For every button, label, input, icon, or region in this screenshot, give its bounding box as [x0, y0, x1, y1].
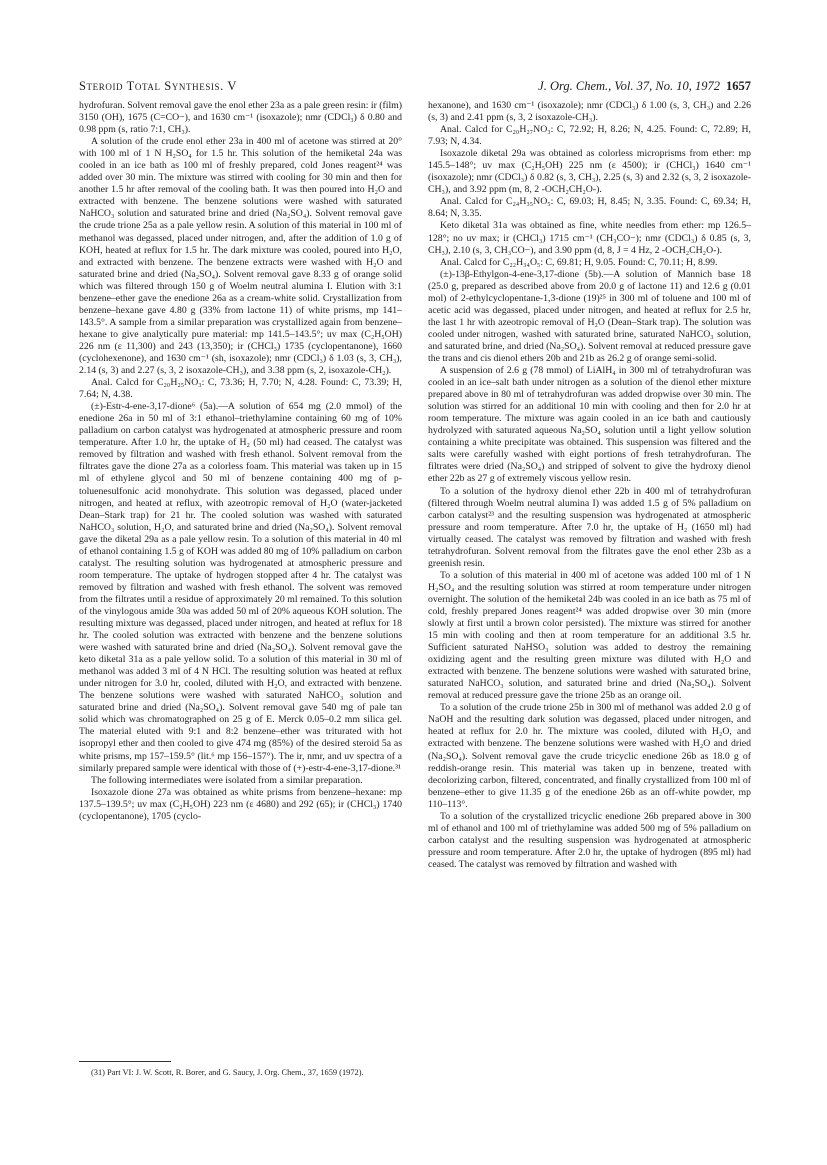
paragraph: Isoxazole diketal 29a was obtained as colorless microprisms from ether: mp 145.5–148°; uv max (C₂H₅OH) 225 nm (ε 4500); ir (CHCl₃) 1640 cm⁻¹ (isoxazole); nmr (CDCl₃) δ 0.82 (s, 3, CH₃), 2.25 (s, 3) and 2.32 (s, 3, 2 isoxazole-CH₃), and 3.92 ppm (m, 8, 2 -OCH₂CH₂O-).	[428, 148, 751, 196]
running-title: Steroid Total Synthesis. V	[79, 79, 237, 93]
analysis-paragraph: Anal. Calcd for C₂₀H₂₅NO₃: C, 73.36; H, 7.70; N, 4.28. Found: C, 73.39; H, 7.64; N, 4.38.	[79, 377, 402, 401]
paragraph: The following intermediates were isolated from a similar preparation.	[91, 774, 363, 786]
paragraph: A suspension of 2.6 g (78 mmol) of LiAlH₄ in 300 ml of tetrahydrofuran was cooled in an ice–salt bath under nitrogen as a solution of the dienol ether mixture prepared above in 80 ml of tetrahydrofuran was added dropwise over 30 min. The solution was stirred for an additional 10 min with cooling and then for 2.0 hr at room temperature. The mixture was again cooled in an ice bath and cautiously hydrolyzed with saturated aqueous Na₂SO₄ solution until a light yellow solution containing a white precipitate was obtained. This suspension was filtered and the salts were carefully washed with eight portions of fresh tetrahydrofuran. The filtrates were dried (Na₂SO₄) and stripped of solvent to give the hydroxy dienol ether 22b as 27 g of extremely viscous yellow resin.	[428, 365, 751, 485]
journal-citation	[538, 78, 751, 94]
left-column	[79, 100, 402, 823]
paragraph: To a solution of the crude trione 25b in 300 ml of methanol was added 2.0 g of NaOH and the resulting dark solution was degassed, placed under nitrogen, and heated at reflux for 2.0 hr. The mixture was cooled, diluted with H₂O, and extracted with benzene. The benzene solutions were washed with H₂O and dried (Na₂SO₄). Solvent removal gave the crude tricyclic enedione 26b as 18.0 g of reddish-orange resin. This material was taken up in benzene, treated with decolorizing carbon, filtered, concentrated, and finally crystallized from 100 ml of benzene–ether to give 11.35 g of the enedione 26b as an off-white powder, mp 110–113°.	[428, 702, 751, 810]
paragraph: To a solution of the crystallized tricyclic enedione 26b prepared above in 300 ml of ethanol and 100 ml of triethylamine was added 500 mg of 5% palladium on carbon catalyst and the resulting suspension was hydrogenated at atmospheric pressure and room temperature. After 2.0 hr, the uptake of hydrogen (895 ml) had ceased. The catalyst was removed by filtration and washed with	[428, 810, 751, 870]
footnote-text: (31) Part VI: J. W. Scott, R. Borer, and G. Saucy, J. Org. Chem., 37, 1659 (1972).	[91, 1068, 364, 1077]
paragraph: To a solution of this material in 400 ml of acetone was added 100 ml of 1 N H₂SO₄ and the resulting solution was stirred at room temperature under nitrogen overnight. The solution of the hemiketal 24b was cooled in an ice bath as 75 ml of cold, freshly prepared Jones reagent²⁴ was added dropwise over 30 min (more slowly at first until a brown color persisted). The mixture was stirred for another 15 min with cooling and then at room temperature for an additional 3.5 hr. Sufficient saturated NaHSO₃ solution was added to destroy the remaining oxidizing agent and the resulting green mixture was diluted with H₂O and extracted with benzene. The benzene solutions were washed with saturated brine, saturated NaHCO₃ solution, and saturated brine and dried (Na₂SO₄). Solvent removal at reduced pressure gave the trione 25b as an orange oil.	[428, 569, 751, 702]
procedure-paragraph: (±)-13β-Ethylgon-4-ene-3,17-dione (5b).—A solution of Mannich base 18 (25.0 g, prepared as described above from 20.0 g of lactone 11) and 12.6 g (0.01 mol) of 2-ethylcyclopentane-1,3-dione (19)²⁵ in 300 ml of toluene and 100 ml of acetic acid was degassed, placed under nitrogen, and heated at reflux for 2.5 hr, the last 1 hr with azeotropic removal of H₂O (Dean–Stark trap). The solution was cooled under nitrogen, washed with saturated brine, saturated NaHCO₃ solution, and saturated brine, and dried (Na₂SO₄). Solvent removal at reduced pressure gave the trans and cis dienol ethers 20b and 21b as 26.2 g of orange semi-solid.	[428, 268, 751, 364]
footnote-rule	[79, 1061, 171, 1062]
analysis-paragraph: Anal. Calcd for C₂₄H₃₅NO₅: C, 69.03; H, 8.45; N, 3.35. Found: C, 69.34; H, 8.64; N, 3.35.	[428, 196, 751, 220]
paragraph: To a solution of the hydroxy dienol ether 22b in 400 ml of tetrahydrofuran (filtered through Woelm neutral alumina I) was added 1.5 g of 5% palladium on carbon catalyst²³ and the resulting suspension was hydrogenated at atmospheric pressure and room temperature. After 7.0 hr, the uptake of H₂ (1650 ml) had virtually ceased. The catalyst was removed by filtration and washed with fresh tetrahydrofuran. Solvent removal from the filtrates gave the enol ether 23b as a greenish resin.	[428, 485, 751, 569]
paragraph: Keto diketal 31a was obtained as fine, white needles from ether: mp 126.5–128°; no uv max; ir (CHCl₃) 1715 cm⁻¹ (CH₃CO−); nmr (CDCl₃) δ 0.85 (s, 3, CH₃), 2.10 (s, 3, CH₃CO−), and 3.90 ppm (d, 8, J = 4 Hz, 2 -OCH₂CH₂O-).	[428, 220, 751, 256]
journal-name: J. Org. Chem., Vol. 37, No. 10, 1972	[538, 79, 720, 93]
analysis-paragraph: Anal. Calcd for C₂₀H₂₇NO₃: C, 72.92; H, 8.26; N, 4.25. Found: C, 72.89; H, 7.93; N, 4.34.	[428, 124, 751, 148]
footnote	[79, 1067, 402, 1078]
procedure-paragraph: (±)-Estr-4-ene-3,17-dione⁶ (5a).—A solution of 654 mg (2.0 mmol) of the enedione 26a in 50 ml of 3:1 ethanol–triethylamine containing 60 mg of 10% palladium on carbon catalyst was hydrogenated at atmospheric pressure and room temperature. After 1.0 hr, the uptake of H₂ (50 ml) had ceased. The catalyst was removed by filtration and washed with fresh ethanol. Solvent removal from the filtrates gave the dione 27a as a colorless foam. This material was taken up in 15 ml of ethylene glycol and 50 ml of benzene containing 400 mg of p-toluenesulfonic acid monohydrate. This solution was degassed, placed under nitrogen, and heated at reflux, with azeotropic removal of H₂O (water-jacketed Dean–Stark trap) for 21 hr. The cooled solution was washed with saturated NaHCO₃ solution, H₂O, and saturated brine and dried (Na₂SO₄). Solvent removal gave the diketal 29a as a pale yellow resin. To a solution of this material in 40 ml of ethanol containing 1.5 g of KOH was added 80 mg of 10% palladium on carbon catalyst. The resulting solution was hydrogenated at atmospheric pressure and room temperature. The uptake of hydrogen stopped after 4 hr. The catalyst was removed by filtration and washed with fresh ethanol. The solvent was removed from the filtrates until a residue of approximately 20 ml remained. To this solution of the vinylogous amide 30a was added 50 ml of 20% aqueous KOH solution. The resulting mixture was degassed, placed under nitrogen, and heated at reflux for 18 hr. The cooled solution was extracted with benzene and the benzene solutions were washed with saturated brine and dried (Na₂SO₄). Solvent removal gave the keto diketal 31a as a pale yellow solid. To a solution of this material in 30 ml of methanol was added 3 ml of 4 N HCl. The resulting solution was heated at reflux under nitrogen for 3.0 hr, cooled, diluted with H₂O, and extracted with benzene. The benzene solutions were washed with saturated NaHCO₃ solution and saturated brine and dried (Na₂SO₄). Solvent removal gave 540 mg of pale tan solid which was chromatographed on 25 g of E. Merck 0.05–0.2 mm silica gel. The material eluted with 9:1 and 8:2 benzene–ether was triturated with hot isopropyl ether and then cooled to give 474 mg (85%) of the desired steroid 5a as white prisms, mp 157–159.5° (lit.⁶ mp 156–157°). The ir, nmr, and uv spectra of a similarly prepared sample were identical with those of (+)-estr-4-ene-3,17-dione.³¹	[79, 401, 402, 774]
analysis-paragraph: Anal. Calcd for C₂₂H₃₄O₅: C, 69.81; H, 9.05. Found: C, 70.11; H, 8.99.	[440, 256, 718, 268]
page-number: 1657	[726, 79, 751, 93]
paragraph: A solution of the crude enol ether 23a in 400 ml of acetone was stirred at 20° with 100 ml of 1 N H₂SO₄ for 1.5 hr. This solution of the hemiketal 24a was cooled in an ice bath as 100 ml of freshly prepared, cold Jones reagent²⁴ was added over 30 min. The mixture was stirred with cooling for 30 min and then for another 1.5 hr after removal of the cooling bath. It was then poured into H₂O and extracted with benzene. The benzene solutions were washed with saturated NaHCO₃ solution and saturated brine and dried (Na₂SO₄). Solvent removal gave the crude trione 25a as a pale yellow resin. A solution of this material in 100 ml of methanol was degassed, placed under nitrogen, and, after the addition of 1.0 g of KOH, heated at reflux for 1.5 hr. The dark mixture was cooled, poured into H₂O, and extracted with benzene. The benzene extracts were washed with H₂O and saturated brine and dried (Na₂SO₄). Solvent removal gave 8.33 g of orange solid which was filtered through 150 g of Woelm neutral alumina I. Elution with 3:1 benzene–ether gave the enedione 26a as a cream-white solid. Crystallization from benzene–hexane gave 4.80 g (33% from lactone 11) of white prisms, mp 141–143.5°. A sample from a similar preparation was crystallized again from benzene–hexane to give analytically pure material: mp 141.5–143.5°; uv max (C₂H₅OH) 226 nm (ε 11,300) and 243 (13,350); ir (CHCl₃) 1735 (cyclopentanone), 1660 (cyclohexenone), and 1630 cm⁻¹ (sh, isoxazole); nmr (CDCl₃) δ 1.03 (s, 3, CH₃), 2.14 (s, 3) and 2.27 (s, 3, 2 isoxazole-CH₃), and 3.38 ppm (s, 2, isoxazole-CH₂).	[79, 136, 402, 377]
paragraph: hexanone), and 1630 cm⁻¹ (isoxazole); nmr (CDCl₃) δ 1.00 (s, 3, CH₃) and 2.26 (s, 3) and 2.41 ppm (s, 3, 2 isoxazole-CH₃).	[428, 100, 751, 124]
right-column	[428, 100, 751, 871]
paragraph: hydrofuran. Solvent removal gave the enol ether 23a as a pale green resin: ir (film) 3150 (OH), 1675 (C=CO−), and 1630 cm⁻¹ (isoxazole); nmr (CDCl₃) δ 0.80 and 0.98 ppm (s, ratio 7:1, CH₃).	[79, 100, 402, 136]
running-header	[79, 78, 751, 94]
paragraph: Isoxazole dione 27a was obtained as white prisms from benzene–hexane: mp 137.5–139.5°; uv max (C₂H₅OH) 223 nm (ε 4680) and 292 (65); ir (CHCl₃) 1740 (cyclopentanone), 1705 (cyclo-	[79, 786, 402, 822]
